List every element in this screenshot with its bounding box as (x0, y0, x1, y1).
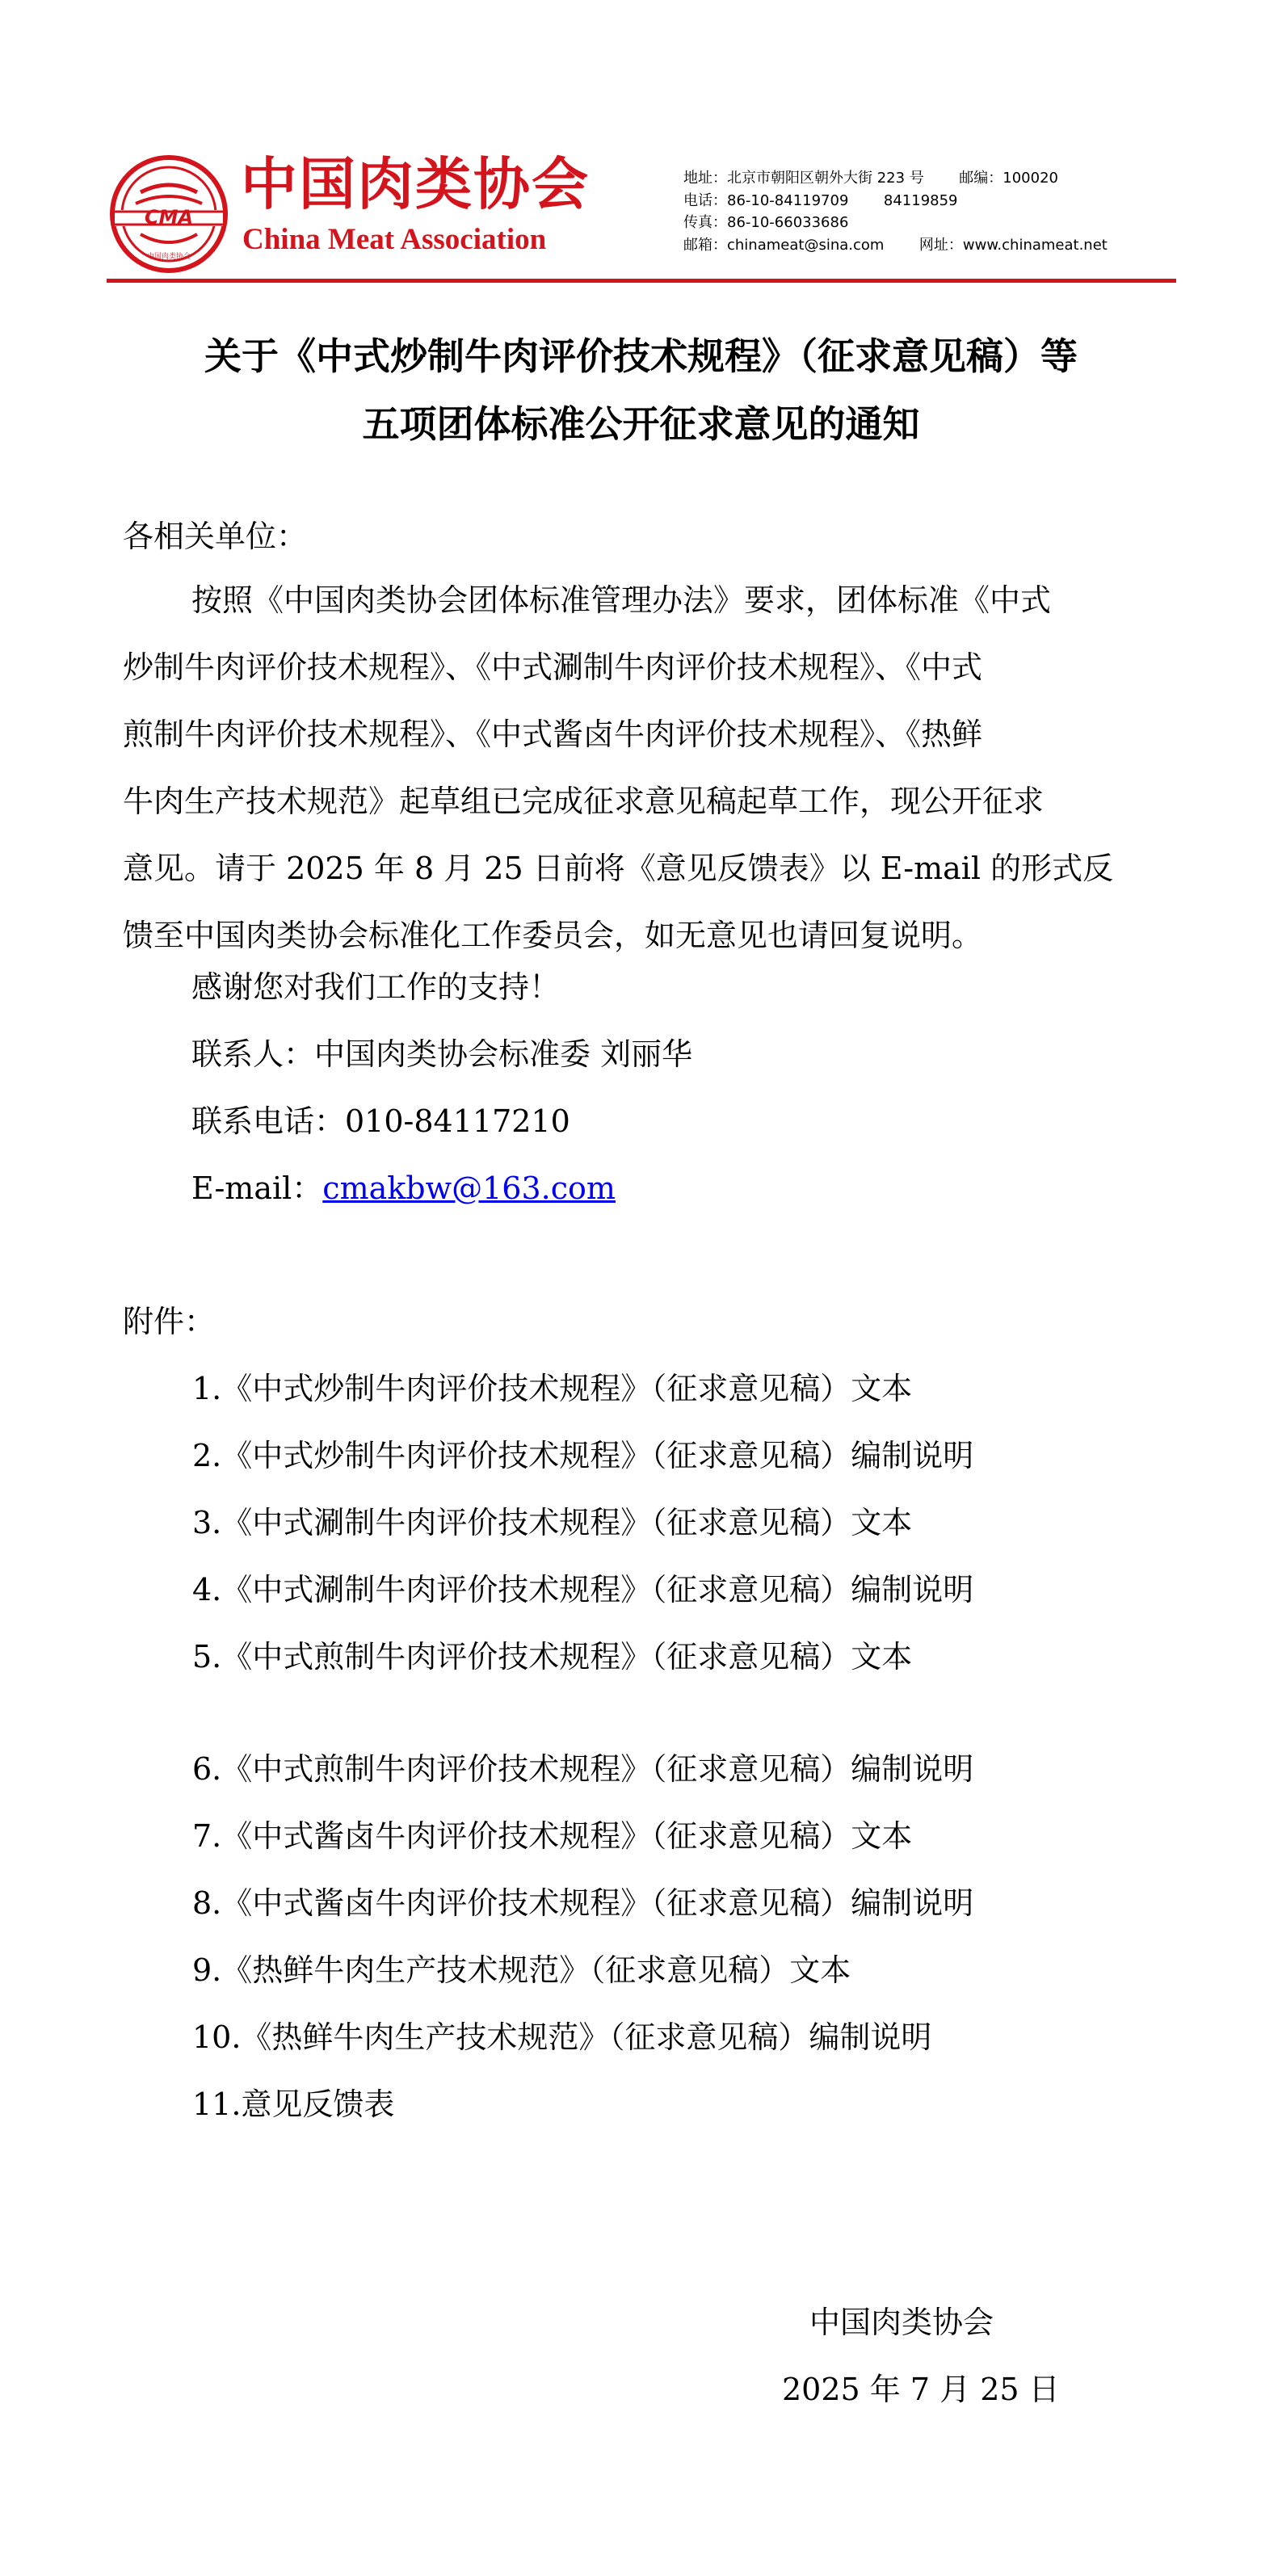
notice-title-line2: 五项团体标准公开征求意见的通知 (362, 402, 920, 446)
salutation: 各相关单位： (123, 519, 308, 554)
letterhead-contact-block (683, 167, 1184, 256)
paragraph-line: 按照《中国肉类协会团体标准管理办法》要求，团体标准《中式 (191, 582, 1052, 618)
paragraph-line: 馈至中国肉类协会标准化工作委员会，如无意见也请回复说明。 (123, 918, 983, 953)
svg-text:CMA: CMA (144, 206, 194, 229)
contact-phone: 联系电话：010-84117210 (191, 1103, 570, 1139)
notice-title-line1: 关于《中式炒制牛肉评价技术规程》（征求意见稿）等 (204, 334, 1078, 378)
phone2-text: 84119859 (883, 191, 958, 209)
address-text: 地址：北京市朝阳区朝外大街 223 号 (683, 170, 924, 187)
paragraph-line: 意见。请于 2025 年 8 月 25 日前将《意见反馈表》以 E-mail 的形式反 (123, 851, 1114, 886)
signature-date: 2025 年 7 月 25 日 (782, 2372, 1060, 2407)
attachments-heading: 附件： (123, 1304, 216, 1339)
attachment-item: 9.《热鲜牛肉生产技术规范》（征求意见稿）文本 (192, 1952, 851, 1988)
email-label: E-mail： (191, 1170, 323, 1206)
attachment-item: 11.意见反馈表 (192, 2086, 395, 2122)
fax-text: 传真：86-10-66033686 (683, 214, 849, 231)
svg-text:中国肉类协会: 中国肉类协会 (146, 253, 191, 261)
phone-text: 电话：86-10-84119709 (683, 191, 849, 209)
main-paragraph (123, 567, 1165, 969)
postcode-text: 邮编：100020 (959, 170, 1058, 187)
attachment-item: 10.《热鲜牛肉生产技术规范》（征求意见稿）编制说明 (192, 2019, 932, 2055)
website-text: 网址：www.chinameat.net (918, 236, 1108, 254)
thanks-line: 感谢您对我们工作的支持！ (191, 969, 561, 1005)
contact-person: 联系人：中国肉类协会标准委 刘丽华 (191, 1036, 693, 1072)
email-link[interactable]: cmakbw@163.com (322, 1170, 616, 1206)
attachment-item: 7.《中式酱卤牛肉评价技术规程》（征求意见稿）文本 (192, 1818, 913, 1854)
contact-email (191, 1170, 616, 1206)
paragraph-line: 炒制牛肉评价技术规程》、《中式涮制牛肉评价技术规程》、《中式 (123, 649, 983, 685)
attachment-item: 3.《中式涮制牛肉评价技术规程》（征求意见稿）文本 (192, 1505, 913, 1540)
association-logo (108, 153, 229, 275)
signature-org: 中国肉类协会 (809, 2305, 994, 2340)
attachment-item: 5.《中式煎制牛肉评价技术规程》（征求意见稿）文本 (192, 1639, 913, 1675)
paragraph-line: 煎制牛肉评价技术规程》、《中式酱卤牛肉评价技术规程》、《热鲜 (123, 716, 983, 752)
cma-emblem-icon (108, 153, 229, 275)
org-name-en: China Meat Association (242, 223, 547, 256)
letterhead-divider (107, 279, 1176, 283)
attachment-item: 4.《中式涮制牛肉评价技术规程》（征求意见稿）编制说明 (192, 1572, 974, 1607)
attachment-item: 1.《中式炒制牛肉评价技术规程》（征求意见稿）文本 (192, 1371, 913, 1406)
org-name-cn: 中国肉类协会 (241, 151, 590, 217)
paragraph-line: 牛肉生产技术规范》起草组已完成征求意见稿起草工作，现公开征求 (123, 784, 1045, 819)
attachment-item: 6.《中式煎制牛肉评价技术规程》（征求意见稿）编制说明 (192, 1751, 974, 1787)
email-text: 邮箱：chinameat@sina.com (683, 236, 885, 254)
attachment-item: 2.《中式炒制牛肉评价技术规程》（征求意见稿）编制说明 (192, 1438, 974, 1473)
attachment-item: 8.《中式酱卤牛肉评价技术规程》（征求意见稿）编制说明 (192, 1885, 974, 1921)
